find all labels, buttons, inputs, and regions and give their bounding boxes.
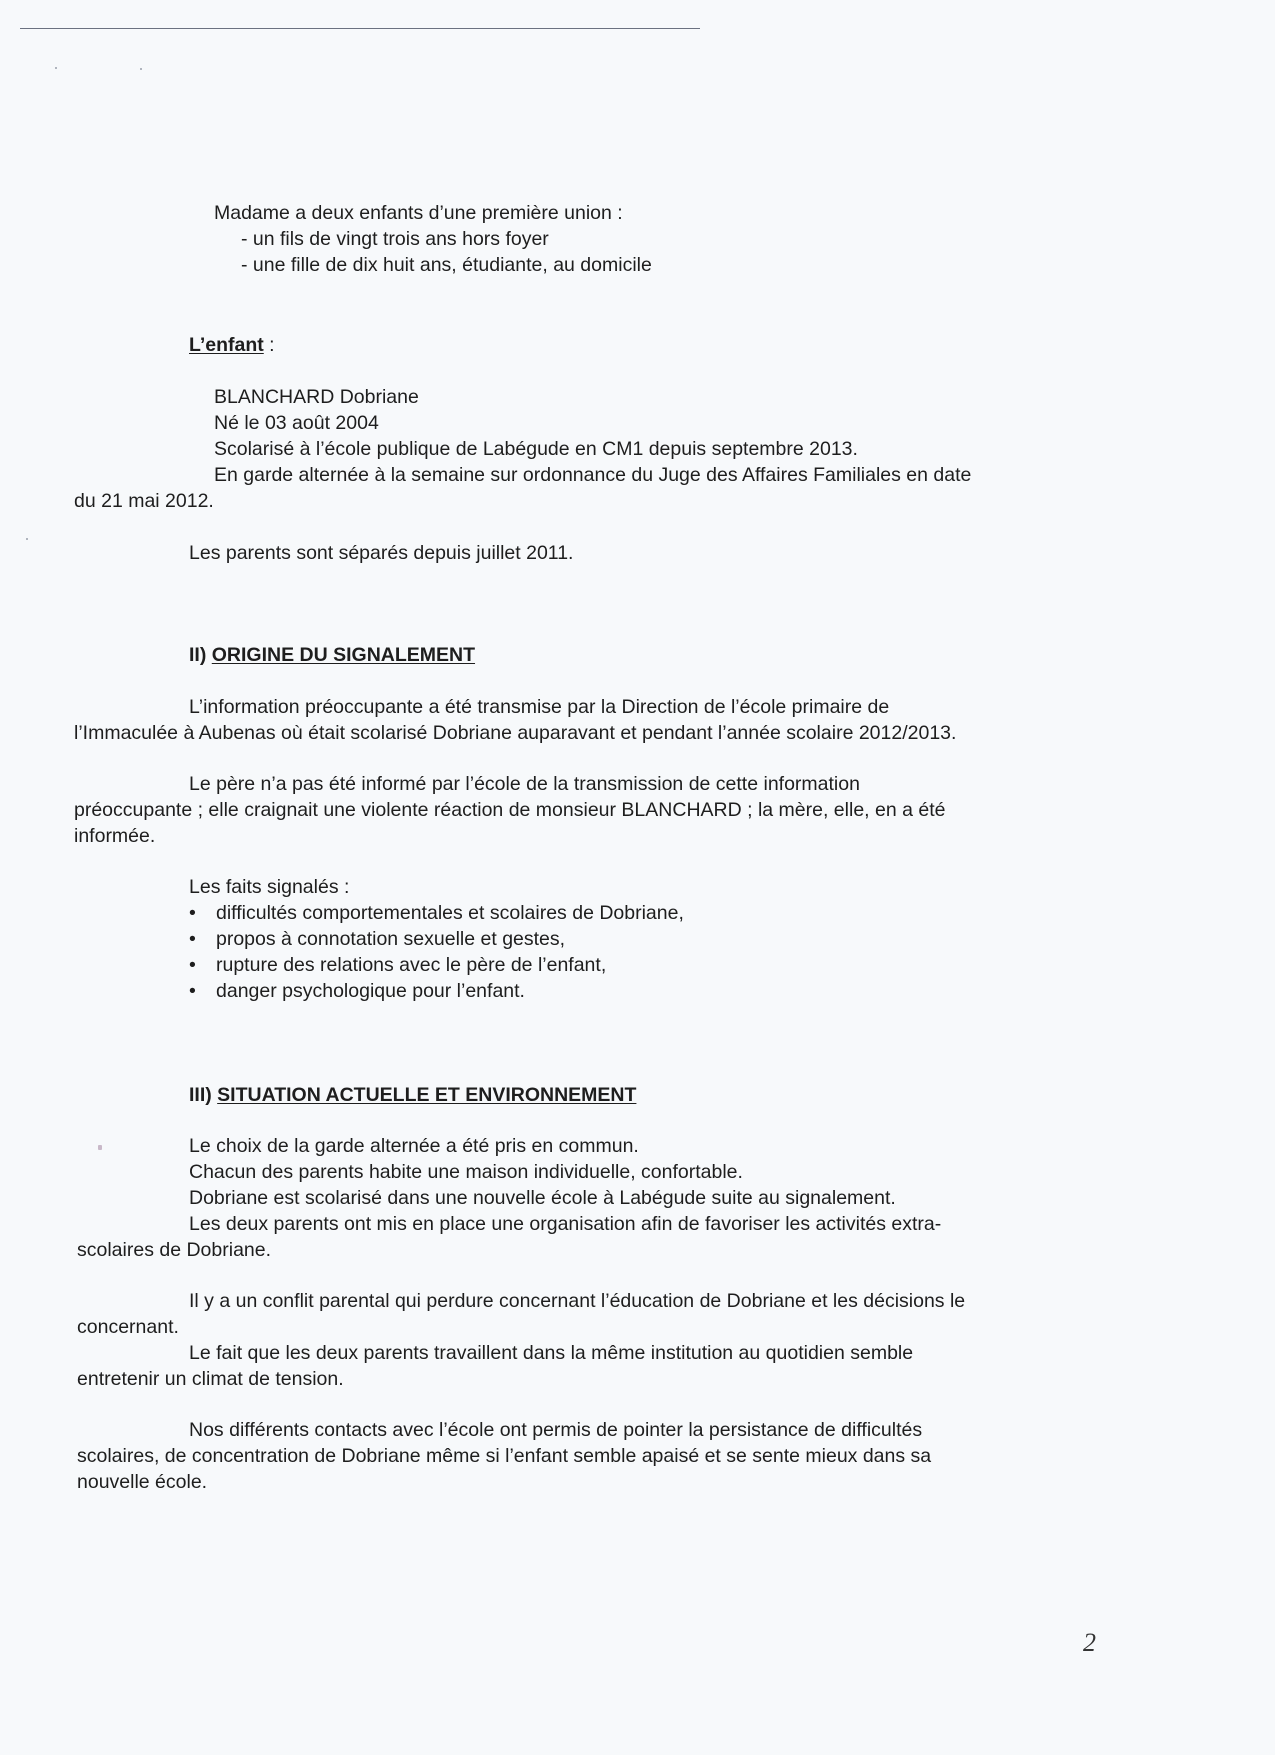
s2-para2-line2: préoccupante ; elle craignait une violente réaction de monsieur BLANCHARD ; la mère, elle, en a été xyxy=(74,799,946,821)
child-heading-colon: : xyxy=(263,334,275,356)
section-2-title: ORIGINE DU SIGNALEMENT xyxy=(211,644,476,666)
s2-para2-line3: informée. xyxy=(74,825,156,847)
child-custody-cont: du 21 mai 2012. xyxy=(74,490,214,512)
child-custody: En garde alternée à la semaine sur ordonnance du Juge des Affaires Familiales en date xyxy=(214,464,972,486)
fact-text: rupture des relations avec le père de l’enfant, xyxy=(216,954,607,976)
fact-text: propos à connotation sexuelle et gestes, xyxy=(216,928,566,950)
s3-para4-line2: scolaires, de concentration de Dobriane même si l’enfant semble apaisé et se sente mieux dans sa xyxy=(77,1445,932,1467)
s3-para2-line1: Il y a un conflit parental qui perdure concernant l’éducation de Dobriane et les décisions le xyxy=(189,1290,966,1312)
intro-child-2: - une fille de dix huit ans, étudiante, au domicile xyxy=(241,254,652,276)
section-3-number: III) xyxy=(189,1084,212,1106)
child-heading-label: L’enfant xyxy=(189,334,264,356)
s3-line4a: Les deux parents ont mis en place une organisation afin de favoriser les activités extra- xyxy=(189,1213,942,1235)
bullet-icon: • xyxy=(189,928,196,950)
facts-intro: Les faits signalés : xyxy=(189,876,350,898)
s3-para4-line3: nouvelle école. xyxy=(77,1471,208,1493)
s3-line2: Chacun des parents habite une maison individuelle, confortable. xyxy=(189,1161,743,1183)
page-number: 2 xyxy=(1083,1628,1096,1657)
bullet-icon: • xyxy=(189,980,196,1002)
child-school: Scolarisé à l’école publique de Labégude en CM1 depuis septembre 2013. xyxy=(214,438,858,460)
section-2-number: II) xyxy=(189,644,207,666)
intro-child-1: - un fils de vingt trois ans hors foyer xyxy=(241,228,549,250)
fact-text: difficultés comportementales et scolaires de Dobriane, xyxy=(216,902,684,924)
child-birth: Né le 03 août 2004 xyxy=(214,412,379,434)
scan-speck xyxy=(26,538,28,540)
section-3-title: SITUATION ACTUELLE ET ENVIRONNEMENT xyxy=(217,1084,637,1106)
s2-para1-line1: L’information préoccupante a été transmise par la Direction de l’école primaire de xyxy=(189,696,890,718)
fact-text: danger psychologique pour l’enfant. xyxy=(216,980,525,1002)
s3-para4-line1: Nos différents contacts avec l’école ont permis de pointer la persistance de difficultés xyxy=(189,1419,923,1441)
s3-para2-line2: concernant. xyxy=(77,1316,179,1338)
s3-para3-line1: Le fait que les deux parents travaillent dans la même institution au quotidien semble xyxy=(189,1342,914,1364)
s2-para2-line1: Le père n’a pas été informé par l’école de la transmission de cette information xyxy=(189,773,860,795)
s3-line4b: scolaires de Dobriane. xyxy=(77,1239,272,1261)
scan-speck xyxy=(140,68,142,70)
child-heading xyxy=(189,332,275,358)
child-name: BLANCHARD Dobriane xyxy=(214,386,419,408)
intro-line: Madame a deux enfants d’une première union : xyxy=(214,202,623,224)
s2-para1-line2: l’Immaculée à Aubenas où était scolarisé Dobriane auparavant et pendant l’année scolaire 2012/2013. xyxy=(74,722,957,744)
section-2-heading xyxy=(189,642,475,668)
section-3-heading xyxy=(189,1082,636,1108)
scan-speck xyxy=(55,67,57,69)
s3-para3-line2: entretenir un climat de tension. xyxy=(77,1368,344,1390)
s3-line1: Le choix de la garde alternée a été pris en commun. xyxy=(189,1135,639,1157)
bullet-icon: • xyxy=(189,954,196,976)
bullet-icon: • xyxy=(189,902,196,924)
s3-line3: Dobriane est scolarisé dans une nouvelle école à Labégude suite au signalement. xyxy=(189,1187,896,1209)
top-rule xyxy=(20,28,700,29)
separation-line: Les parents sont séparés depuis juillet 2011. xyxy=(189,542,574,564)
scan-speck xyxy=(98,1145,102,1150)
